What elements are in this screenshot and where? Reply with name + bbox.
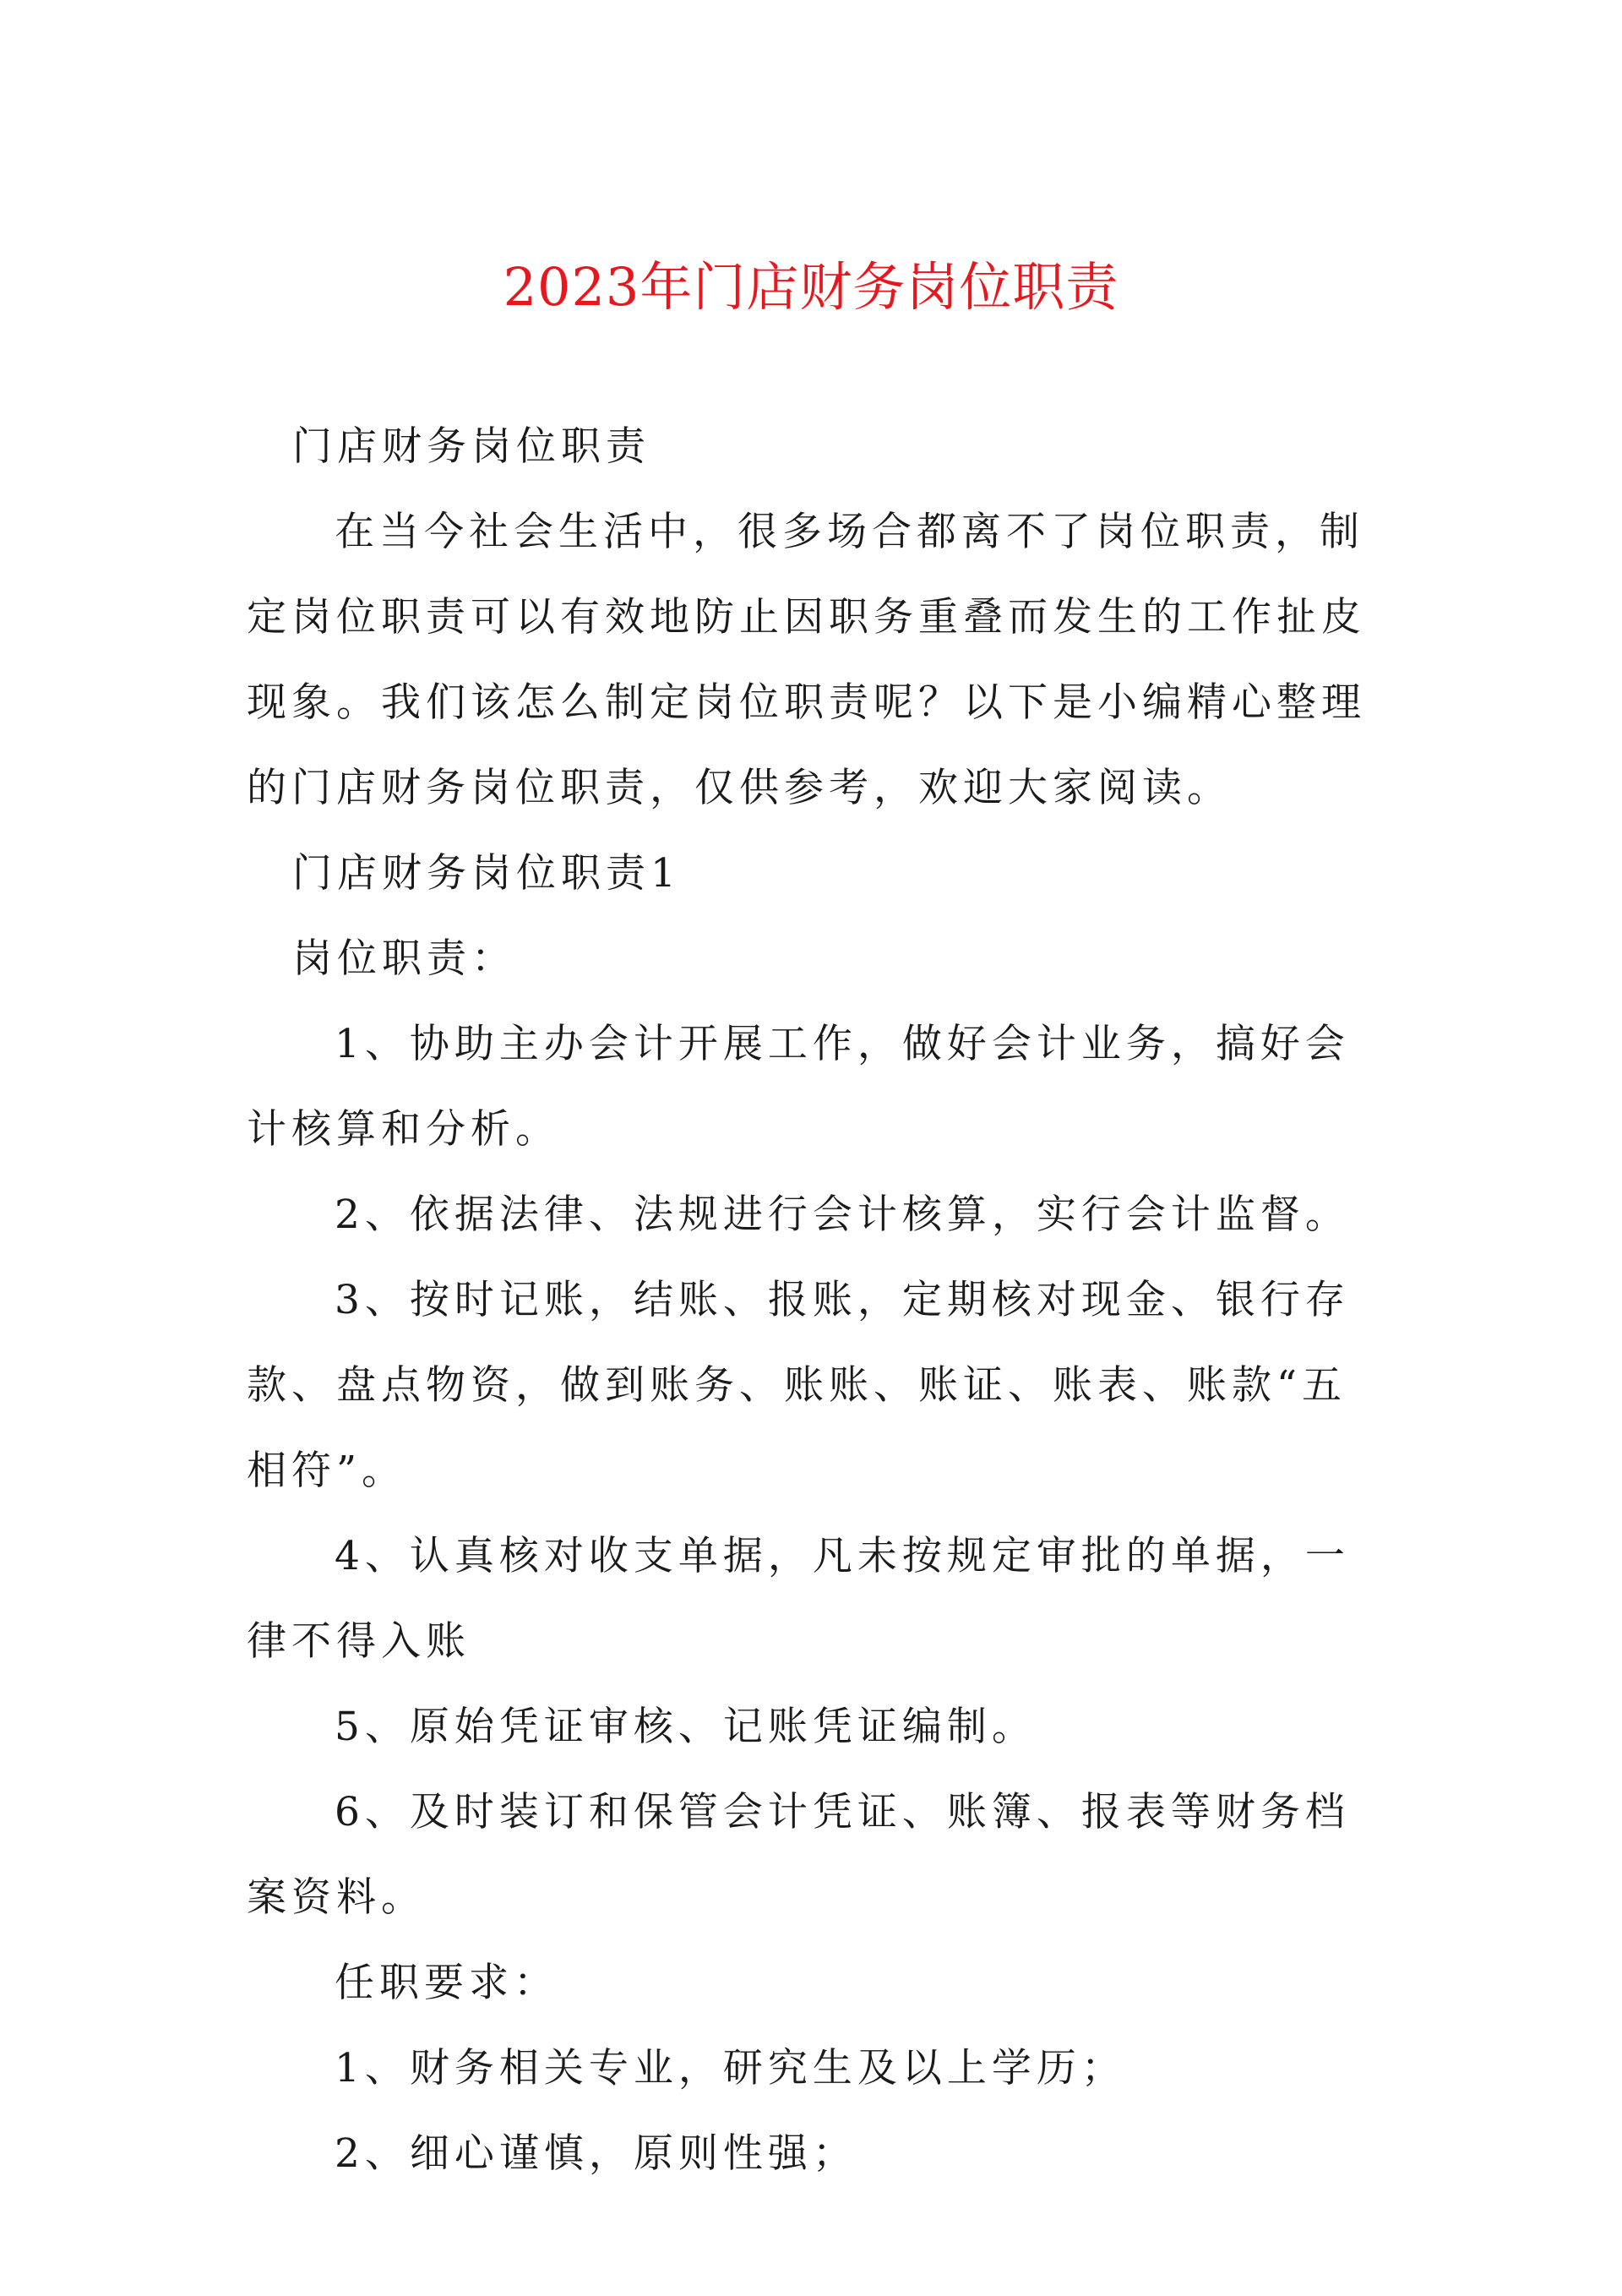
duty-item: 6、及时装订和保管会计凭证、账簿、报表等财务档案资料。 <box>247 1789 1350 1921</box>
document-title: 2023年门店财务岗位职责 <box>503 256 1119 318</box>
duty-item: 3、按时记账，结账、报账，定期核对现金、银行存款、盘点物资，做到账务、账账、账证、账表、账款“五相符”。 <box>247 1277 1350 1494</box>
section-heading: 门店财务岗位职责 <box>292 423 650 470</box>
requirement-item: 1、财务相关专业，研究生及以上学历； <box>335 2045 1126 2091</box>
requirement-item: 2、细心谨慎，原则性强； <box>335 2130 857 2177</box>
duty-item: 1、协助主办会计开展工作，做好会计业务，搞好会计核算和分析。 <box>247 1021 1350 1153</box>
intro-paragraph: 在当今社会生活中，很多场合都离不了岗位职责，制定岗位职责可以有效地防止因职务重叠而发生的工作扯皮现象。我们该怎么制定岗位职责呢？以下是小编精心整理的门店财务岗位职责，仅供参考，欢迎大家阅读。 <box>247 509 1366 811</box>
duty-item: 2、依据法律、法规进行会计核算，实行会计监督。 <box>335 1192 1350 1238</box>
duty-item: 5、原始凭证审核、记账凭证编制。 <box>335 1704 1037 1750</box>
document-body <box>247 404 1379 2196</box>
subsection-heading: 任职要求： <box>335 1960 558 2006</box>
subsection-heading: 岗位职责： <box>292 935 516 982</box>
duty-item: 4、认真核对收支单据，凡未按规定审批的单据，一律不得入账 <box>247 1533 1350 1665</box>
section-heading: 门店财务岗位职责1 <box>292 850 681 897</box>
